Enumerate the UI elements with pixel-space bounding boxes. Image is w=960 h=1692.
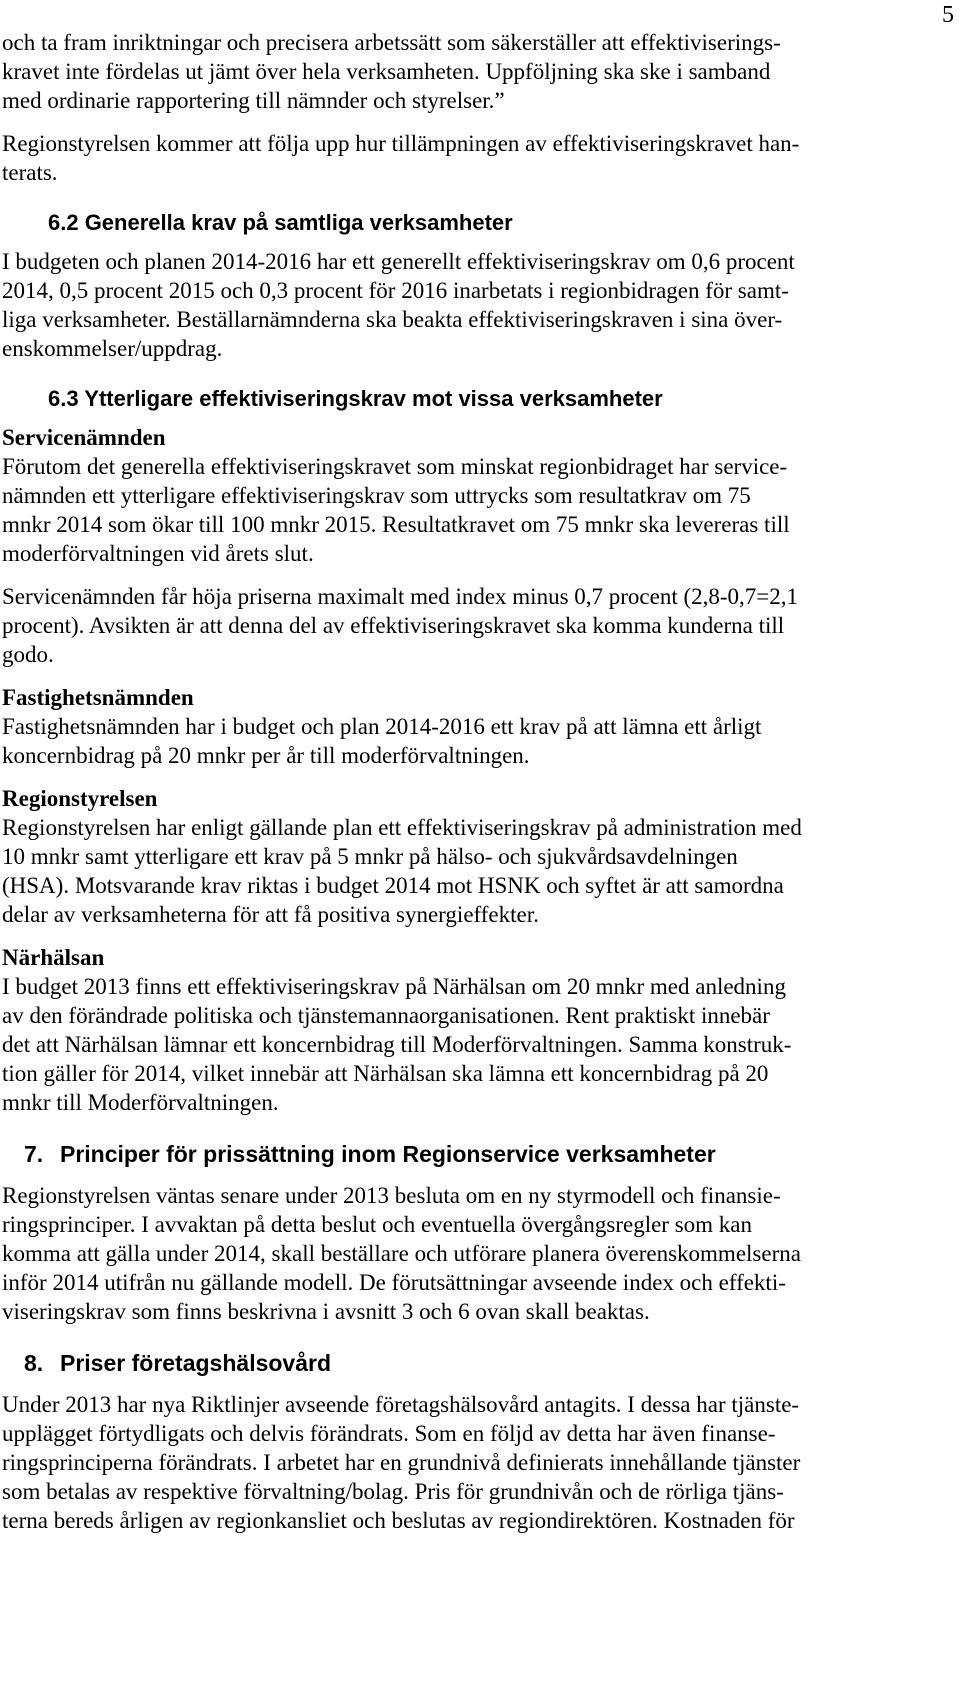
paragraph: Regionstyrelsen kommer att följa upp hur tillämpningen av effektiviseringskravet han- terats. bbox=[2, 131, 800, 185]
paragraph: I budget 2013 finns ett effektiviseringskrav på Närhälsan om 20 mnkr med anledning av den förändrade politiska och tjänstemannaorganisationen. Rent praktiskt innebär det att Närhälsan lämnar ett koncernbidrag till Moderförvaltningen. Samma konstruk- tion gäller för 2014, vilket innebär att Närhälsan ska lämna ett koncernbidrag på 20 mnkr till Moderförvaltningen. bbox=[2, 974, 792, 1115]
subheading-regionstyrelsen: Regionstyrelsen bbox=[2, 786, 158, 811]
section-title: Principer för prissättning inom Regionservice verksamheter bbox=[60, 1141, 716, 1167]
paragraph: och ta fram inriktningar och precisera arbetssätt som säkerställer att effektiviserings- kravet inte fördelas ut jämt över hela verksamheten. Uppföljning ska ske i samband med ordinarie rapportering till nämnder och styrelser.” bbox=[2, 30, 781, 113]
paragraph: I budgeten och planen 2014-2016 har ett generellt effektiviseringskrav om 0,6 procent 2014, 0,5 procent 2015 och 0,3 procent för 2016 inarbetats i regionbidragen för samt- liga verksamheter. Beställarnämnderna ska beakta effektiviseringskraven i sina över- enskommelser/uppdrag. bbox=[2, 249, 795, 361]
paragraph: Under 2013 har nya Riktlinjer avseende företagshälsovård antagits. I dessa har tjänste- upplägget förtydligats och delvis förändrats. Som en följd av detta har även finanse- ringsprinciperna förändrats. I arbetet har en grundnivå definierats innehållande tjänster som betalas av respektive förvaltning/bolag. Pris för grundnivån och de rörliga tjäns- terna bereds årligen av regionkansliet och beslutas av regiondirektören. Kostnaden för bbox=[2, 1392, 801, 1533]
section-number: 7. bbox=[24, 1141, 44, 1167]
paragraph: Förutom det generella effektiviseringskravet som minskat regionbidraget har service- nämnden ett ytterligare effektiviseringskrav som uttrycks som resultatkrav om 75 mnkr 2014 som ökar till 100 mnkr 2015. Resultatkravet om 75 mnkr ska levereras till moderförvaltningen vid årets slut. bbox=[2, 454, 790, 566]
section-title: Priser företagshälsovård bbox=[60, 1350, 332, 1376]
section-heading-6-3: 6.3 Ytterligare effektiviseringskrav mot vissa verksamheter bbox=[48, 386, 663, 411]
page-number: 5 bbox=[942, 2, 954, 28]
paragraph: Fastighetsnämnden har i budget och plan 2014-2016 ett krav på att lämna ett årligt koncernbidrag på 20 mnkr per år till moderförvaltningen. bbox=[2, 714, 762, 768]
section-number: 8. bbox=[24, 1350, 44, 1376]
paragraph: Servicenämnden får höja priserna maximalt med index minus 0,7 procent (2,8-0,7=2,1 procent). Avsikten är att denna del av effektiviseringskravet ska komma kunderna till godo. bbox=[2, 584, 799, 667]
paragraph: Regionstyrelsen väntas senare under 2013 besluta om en ny styrmodell och finansie- ringsprinciper. I avvaktan på detta beslut och eventuella övergångsregler som kan komma att gälla under 2014, skall beställare och utförare planera överenskommelserna inför 2014 utifrån nu gällande modell. De förutsättningar avseende index och effekti- viseringskrav som finns beskrivna i avsnitt 3 och 6 ovan skall beaktas. bbox=[2, 1183, 801, 1324]
section-heading-6-2: 6.2 Generella krav på samtliga verksamheter bbox=[48, 210, 513, 235]
section-heading-8 bbox=[2, 1348, 940, 1378]
paragraph: Regionstyrelsen har enligt gällande plan ett effektiviseringskrav på administration med 10 mnkr samt ytterligare ett krav på 5 mnkr på hälso- och sjukvårdsavdelningen (HSA). Motsvarande krav riktas i budget 2014 mot HSNK och syftet är att samordna delar av verksamheterna för att få positiva synergieffekter. bbox=[2, 815, 802, 927]
section-heading-7 bbox=[2, 1139, 940, 1169]
document-body bbox=[0, 28, 940, 1535]
subheading-narhalsan: Närhälsan bbox=[2, 945, 105, 970]
subheading-servicenamnden: Servicenämnden bbox=[2, 425, 166, 450]
subheading-fastighetsnamnden: Fastighetsnämnden bbox=[2, 685, 194, 710]
